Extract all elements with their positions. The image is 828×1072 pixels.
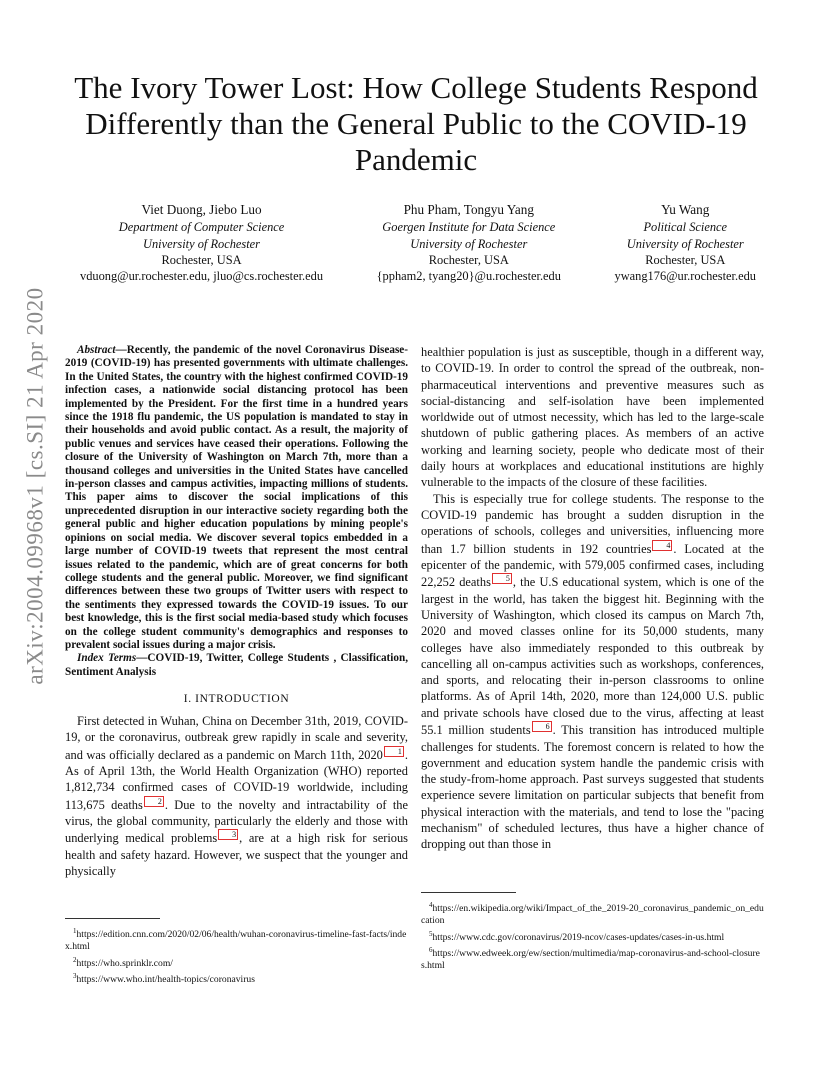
author-block [80, 202, 756, 284]
arxiv-stamp [16, 287, 56, 685]
abstract-text: —Recently, the pandemic of the novel Coronavirus Disease-2019 (COVID-19) has presented governments with ultimate challenges. In the United States, the country with the highest confirmed COVID-19 infection cases, a nationwide social distancing protocol has been implemented by the President. For the first time in a hundred years since the 1918 flu pandemic, the US population is mandated to stay in their households and avoid public contact. As a result, the majority of public venues and services have ceased their operations. Following the closure of the University of Washington on March 7th, more than a thousand colleges and universities in the United States have cancelled in-person classes and campus activities, impacting millions of students. This paper aims to discover the social implications of this unprecedented disruption in our interactive society regarding both the general public and higher education populations by mining people's opinions on social media. We discover several topics embedded in a large number of COVID-19 tweets that represent the most central issues related to the pandemic, which are of great concerns for both college students and the general public. Moreover, we find significant differences between these two groups of Twitter users with respect to the sentiments they expressed towards the COVID-19 issues. To our best knowledge, this is the first social media-based study which focuses on the college student community's demographics and responses to prevalent social issues during a major crisis. [65, 344, 408, 651]
author-univ: University of Rochester [143, 236, 261, 251]
author-dept: Political Science [643, 220, 728, 235]
author-names: Phu Pham, Tongyu Yang [403, 202, 534, 217]
footnote-divider [421, 892, 516, 893]
abstract-label: Abstract [77, 344, 116, 356]
paper-title: The Ivory Tower Lost: How College Students Respond Differently than the General Public to the COVID-19 Pandemic [74, 70, 758, 177]
footnote-link[interactable]: 5 [492, 573, 512, 584]
index-terms-label: Index Terms [77, 652, 137, 665]
arxiv-id: arXiv:2004.09968v1 [cs.SI] 21 Apr 2020 [23, 287, 48, 685]
intro-paragraph-2: healthier population is just as susceptible, though in a different way, to COVID-19. In order to control the spread of the outbreak, non-pharmaceutical interventions and preventive measures such as social-distancing and self-isolation have been implemented worldwide out of utmost necessity, which has led to the large-scale shutdown of public gathering places. As members of an active working and learning society, people who dedicate most of their daily hours at workplaces and educational institutions are highly vulnerable to the impacts of the closure of these facilities. [421, 345, 764, 490]
author-univ: University of Rochester [410, 236, 528, 251]
footnote: $^3$https://www.who.int/health-topics/coronavirus [73, 971, 255, 986]
footnote-link[interactable]: 4 [652, 540, 672, 551]
footnote: $^1$https://edition.cnn.com/2020/02/06/health/wuhan-coronavirus-timeline-fast-facts/index.html [65, 927, 407, 953]
footnote: $^5$https://www.cdc.gov/coronavirus/2019-ncov/cases-updates/cases-in-us.html [429, 929, 725, 943]
author-names: Viet Duong, Jiebo Luo [141, 202, 262, 217]
author-group-3 [615, 202, 756, 284]
footnote-link[interactable]: 6 [532, 721, 552, 732]
author-names: Yu Wang [661, 202, 710, 217]
footnote-divider [65, 918, 160, 919]
author-loc: Rochester, USA [161, 252, 242, 267]
author-group-2 [377, 202, 561, 284]
author-group-1 [80, 202, 323, 284]
footnotes-left [65, 918, 408, 986]
left-column [65, 344, 408, 880]
author-dept: Goergen Institute for Data Science [382, 220, 556, 235]
right-column [421, 344, 764, 853]
index-terms [65, 652, 408, 679]
author-loc: Rochester, USA [645, 252, 726, 267]
section-heading: I. INTRODUCTION [183, 693, 290, 706]
footnote: $^4$https://en.wikipedia.org/wiki/Impact_of_the_2019-20_coronavirus_pandemic_on_education [421, 901, 764, 927]
author-univ: University of Rochester [626, 236, 744, 251]
footnotes-right [421, 892, 764, 973]
intro-paragraph-3: This is especially true for college students. The response to the COVID-19 pandemic has brought a sudden disruption in the operations of schools, colleges and universities, influencing more than 1.7 billion students in 192 countries 4 . Located at the epicenter of the pandemic, with 579,005 confirmed cases, including 22,252 deaths 5 , the U.S educational system, which is one of the largest in the world, has taken the biggest hit. Beginning with the University of Washington, which closed its campus on March 7th, 2020 and moved classes online for its 50,000 students, many colleges have also immediately responded to this outbreak by cancelling all on-campus activities such as workshops, conferences, and sports, and relocating their in-person classrooms to online platforms. As of April 14th, 2020, more than 124,000 U.S. public and private schools have closed due to the virus, affecting at least 55.1 million students 6 . This transition has introduced multiple challenges for students. The foremost concern is related to how the government and education system handle the pandemic crisis with the study-from-home approach. Past surveys suggested that students experience severe limitation on particular subjects that benefit from physical interaction with the materials, and tend to lose the "pacing mechanism" of scheduled lectures, thus have a higher chance of dropping out than those in [421, 491, 764, 852]
footnote: $^2$https://who.sprinklr.com/ [73, 955, 173, 969]
intro-paragraph-1: First detected in Wuhan, China on December 31th, 2019, COVID-19, or the coronavirus, outbreak grew rapidly in scale and severity, and was officially declared as a pandemic on March 11th, 2020 1 . As of April 13th, the World Health Organization (WHO) reported 1,812,734 confirmed cases of COVID-19 worldwide, including 113,675 deaths 2 . Due to the novelty and intractability of the virus, the global community, particularly the elderly and those with underlying medical problems 3 , are at a high risk for serious health and safety hazard. However, we suspect that the younger and physically [65, 714, 409, 879]
footnote-link[interactable]: 1 [384, 746, 404, 757]
author-loc: Rochester, USA [428, 252, 509, 267]
author-dept: Department of Computer Science [118, 220, 285, 235]
footnote-link[interactable]: 3 [218, 829, 238, 840]
footnote-link[interactable]: 2 [144, 796, 164, 807]
abstract [65, 344, 408, 652]
index-terms-text: —COVID-19, Twitter, College Students , Classification, Sentiment Analysis [65, 652, 408, 678]
author-email: {ppham2, tyang20}@u.rochester.edu [376, 269, 561, 284]
footnote: $^6$https://www.edweek.org/ew/section/multimedia/map-coronavirus-and-school-closures.html [421, 945, 760, 972]
author-email: vduong@ur.rochester.edu, jluo@cs.rochester.edu [80, 269, 324, 284]
author-email: ywang176@ur.rochester.edu [614, 269, 756, 284]
